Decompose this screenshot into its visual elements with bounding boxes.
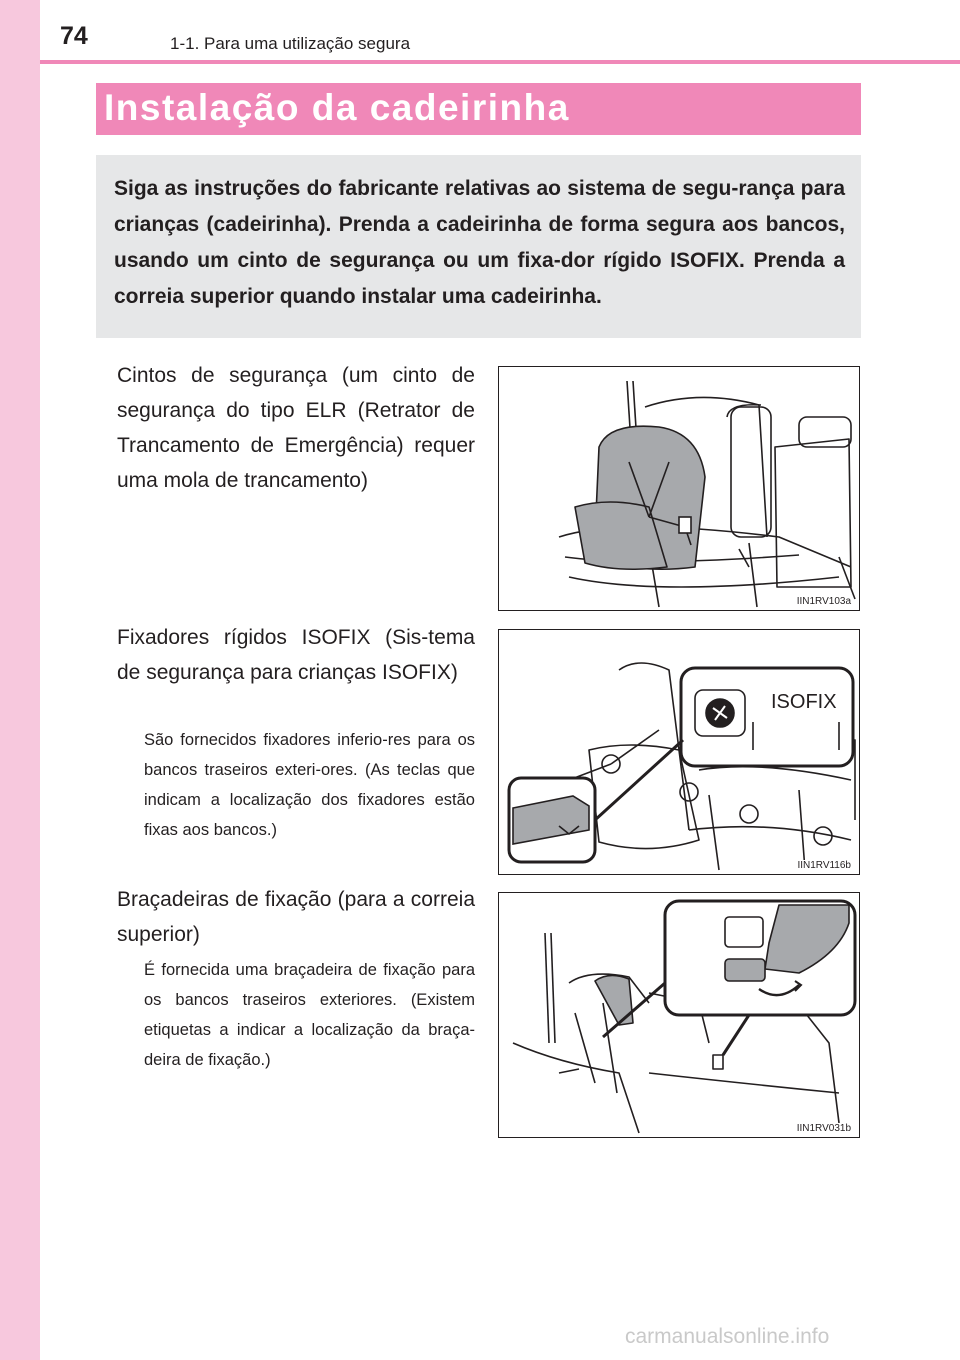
intro-box (96, 155, 861, 338)
tether-illustration (499, 893, 860, 1138)
figure-top-tether-bracket (498, 892, 860, 1138)
item-title-isofix: Fixadores rígidos ISOFIX (Sis-tema de segurança para crianças ISOFIX) (117, 626, 475, 684)
watermark: carmanualsonline.info (625, 1325, 830, 1348)
title-bar (96, 83, 861, 135)
item-desc-isofix: São fornecidos fixadores inferio-res para os bancos traseiros exteri-ores. (As teclas que indicam a localização dos fixadores estão fixas aos bancos.) (144, 731, 475, 839)
page-title: Instalação da cadeirinha (104, 87, 570, 128)
figure-isofix (498, 629, 860, 875)
item-title-anchor-brackets: Braçadeiras de fixação (para a correia superior) (117, 888, 475, 946)
isofix-label: ISOFIX (771, 691, 837, 713)
isofix-illustration (499, 630, 860, 875)
item-desc-anchor-brackets: É fornecida uma braçadeira de fixação para os bancos traseiros exteriores. (Existem etiquetas a indicar a localização da braça-deira de fixação.) (144, 961, 475, 1069)
header-rule (40, 60, 960, 64)
section-reference: 1-1. Para uma utilização segura (170, 34, 411, 53)
figure-code: IIN1RV103a (796, 596, 851, 607)
figure-code: IIN1RV116b (797, 860, 851, 871)
page-number: 74 (60, 22, 88, 50)
intro-text: Siga as instruções do fabricante relativas ao sistema de segu-rança para crianças (cadeirinha). Prenda a cadeirinha de forma segura aos bancos, usando um cinto de segurança ou um fixa-dor rígido ISOFIX. Prenda a correia superior quando instalar uma cadeirinha. (114, 177, 845, 308)
figure-code: IIN1RV031b (796, 1123, 851, 1134)
seat-belt-illustration (499, 367, 860, 611)
side-band (0, 0, 40, 1360)
figure-seat-belt-child-seat (498, 366, 860, 611)
item-title-seat-belts: Cintos de segurança (um cinto de segurança do tipo ELR (Retrator de Trancamento de Emergência) requer uma mola de trancamento) (117, 364, 475, 492)
